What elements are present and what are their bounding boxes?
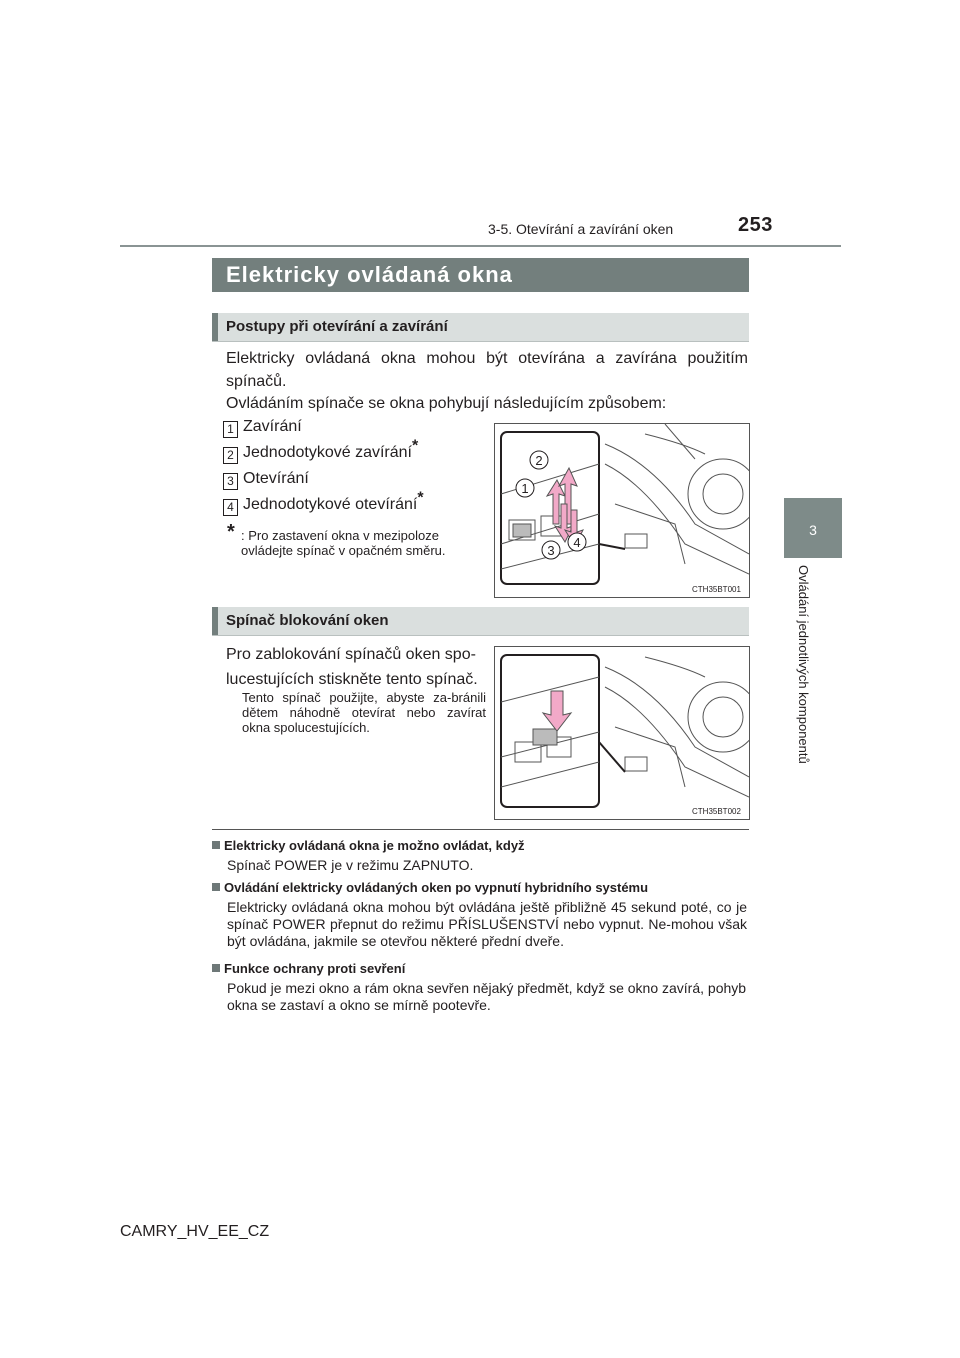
model-code: CAMRY_HV_EE_CZ — [120, 1223, 270, 1240]
figure-window-switch-operations — [494, 423, 750, 598]
item-label-2: Jednodotykové zavírání* — [243, 437, 419, 461]
callout-text-1: 1 — [521, 481, 529, 496]
note-title-1: Elektricky ovládaná okna je možno ovládat, když — [212, 838, 525, 853]
bullet-square-icon — [212, 841, 220, 849]
note-body-1: Spínač POWER je v režimu ZAPNUTO. — [227, 857, 474, 873]
intro-paragraph-1: Elektricky ovládaná okna mohou být otevírána a zavírána použitím spínačů. — [226, 350, 748, 390]
note-body-3: Pokud je mezi okno a rám okna sevřen nějaký předmět, když se okno zavírá, pohyb okna se zastaví a okno se mírně pootevře. — [227, 980, 747, 1013]
note-body-2: Elektricky ovládaná okna mohou být ovládána ještě přibližně 45 sekund poté, co je spínač POWER přepnut do režimu PŘÍSLUŠENSTVÍ nebo vypnut. Ne-mohou však být ovládána, jakmile se otevřou některé přední dveře. — [227, 899, 747, 949]
item-number-4: 4 — [223, 499, 238, 516]
figure-window-lock-switch — [494, 646, 750, 820]
figure-code-1: CTH35BT001 — [692, 585, 741, 594]
subsection-title-1: Postupy při otevírání a zavírání — [226, 318, 448, 335]
callout-text-3: 3 — [547, 543, 555, 558]
item-label-4: Jednodotykové otevírání* — [243, 489, 424, 513]
item-number-3: 3 — [223, 473, 238, 490]
bullet-square-icon — [212, 964, 220, 972]
item-label-1: Zavírání — [243, 418, 302, 435]
callout-text-4: 4 — [573, 535, 581, 550]
subsection-title-2: Spínač blokování oken — [226, 612, 389, 629]
window-switch-illustration — [495, 424, 749, 597]
chapter-title: 3-5. Otevírání a zavírání oken — [488, 221, 674, 237]
section-title: Elektricky ovládaná okna — [226, 262, 513, 287]
footnote-text: : Pro zastavení okna v mezipoloze ovládejte spínač v opačném směru. — [241, 528, 446, 558]
lock-switch-illustration — [495, 647, 749, 819]
item-label-3: Otevírání — [243, 470, 309, 487]
chapter-tab-label: Ovládání jednotlivých komponentů — [796, 565, 811, 764]
footnote-mark: * — [227, 521, 235, 543]
bullet-square-icon — [212, 883, 220, 891]
lock-switch-text: Pro zablokování spínačů oken spo-lucestujících stiskněte tento spínač. — [226, 646, 478, 688]
note-title-2: Ovládání elektricky ovládaných oken po vypnutí hybridního systému — [212, 880, 648, 895]
notes-divider — [212, 829, 749, 830]
intro-paragraph-2: Ovládáním spínače se okna pohybují následujícím způsobem: — [226, 395, 667, 412]
lock-switch-note: Tento spínač použijte, abyste za-bránili dětem náhodně otevírat nebo zavírat okna spolucestujících. — [242, 690, 486, 735]
subsection-bar-1 — [212, 313, 218, 341]
page-number: 253 — [738, 214, 773, 236]
figure-code-2: CTH35BT002 — [692, 807, 741, 816]
note-title-3: Funkce ochrany proti sevření — [212, 961, 405, 976]
item-number-2: 2 — [223, 447, 238, 464]
chapter-tab-number: 3 — [809, 522, 817, 538]
header-divider — [120, 245, 841, 247]
item-number-1: 1 — [223, 421, 238, 438]
callout-text-2: 2 — [535, 453, 543, 468]
subsection-bar-2 — [212, 607, 218, 635]
